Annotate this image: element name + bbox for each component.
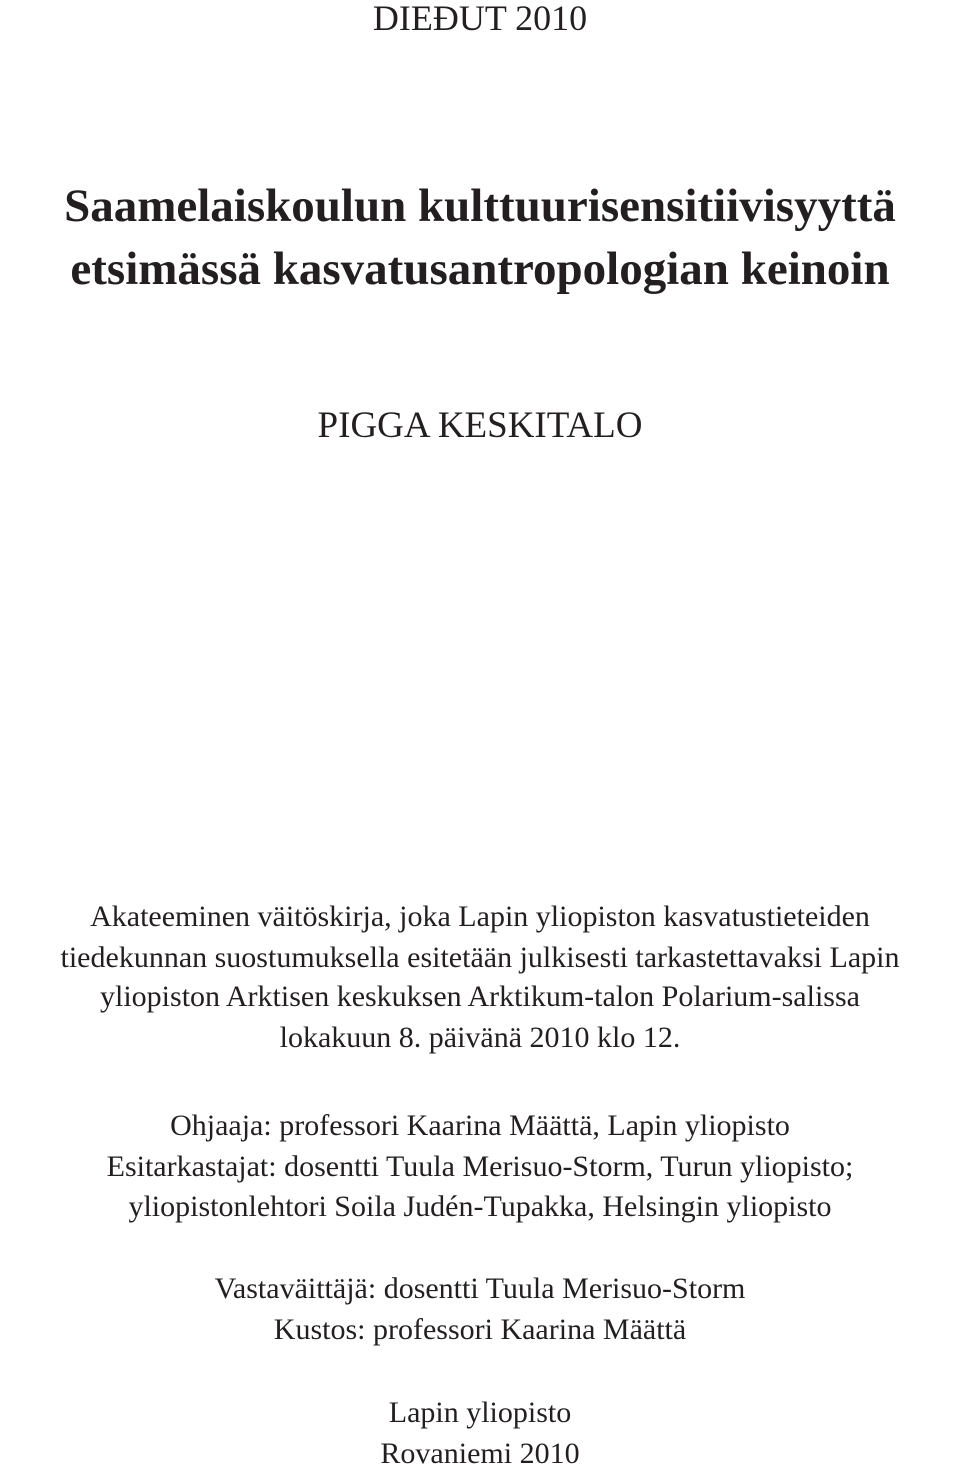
defense-notice-line-3: yliopiston Arktisen keskuksen Arktikum-talon Polarium-salissa xyxy=(100,980,860,1013)
publication-place-year: Rovaniemi 2010 xyxy=(380,1437,580,1470)
defense-notice-line-4: lokakuun 8. päivänä 2010 klo 12. xyxy=(279,1021,681,1054)
publisher-name: Lapin yliopisto xyxy=(388,1396,572,1429)
thesis-title-line-1: Saamelaiskoulun kulttuurisensitiivisyyttä xyxy=(64,180,896,232)
thesis-title-line-2: etsimässä kasvatusantropologian keinoin xyxy=(70,243,890,295)
author-name: PIGGA KESKITALO xyxy=(317,405,643,446)
examiners-line-1: Esitarkastajat: dosentti Tuula Merisuo-Storm, Turun yliopisto; xyxy=(106,1150,854,1183)
defense-notice-line-2: tiedekunnan suostumuksella esitetään julkisesti tarkastettavaksi Lapin xyxy=(60,941,900,974)
series-heading: DIEĐUT 2010 xyxy=(372,0,588,38)
examiners-line-2: yliopistonlehtori Soila Judén-Tupakka, Helsingin yliopisto xyxy=(128,1190,832,1223)
supervisor-line: Ohjaaja: professori Kaarina Määttä, Lapin yliopisto xyxy=(170,1109,790,1142)
custos-line: Kustos: professori Kaarina Määttä xyxy=(273,1313,687,1346)
opponent-line: Vastaväittäjä: dosentti Tuula Merisuo-Storm xyxy=(214,1272,746,1305)
defense-notice-line-1: Akateeminen väitöskirja, joka Lapin yliopiston kasvatustieteiden xyxy=(90,900,870,933)
